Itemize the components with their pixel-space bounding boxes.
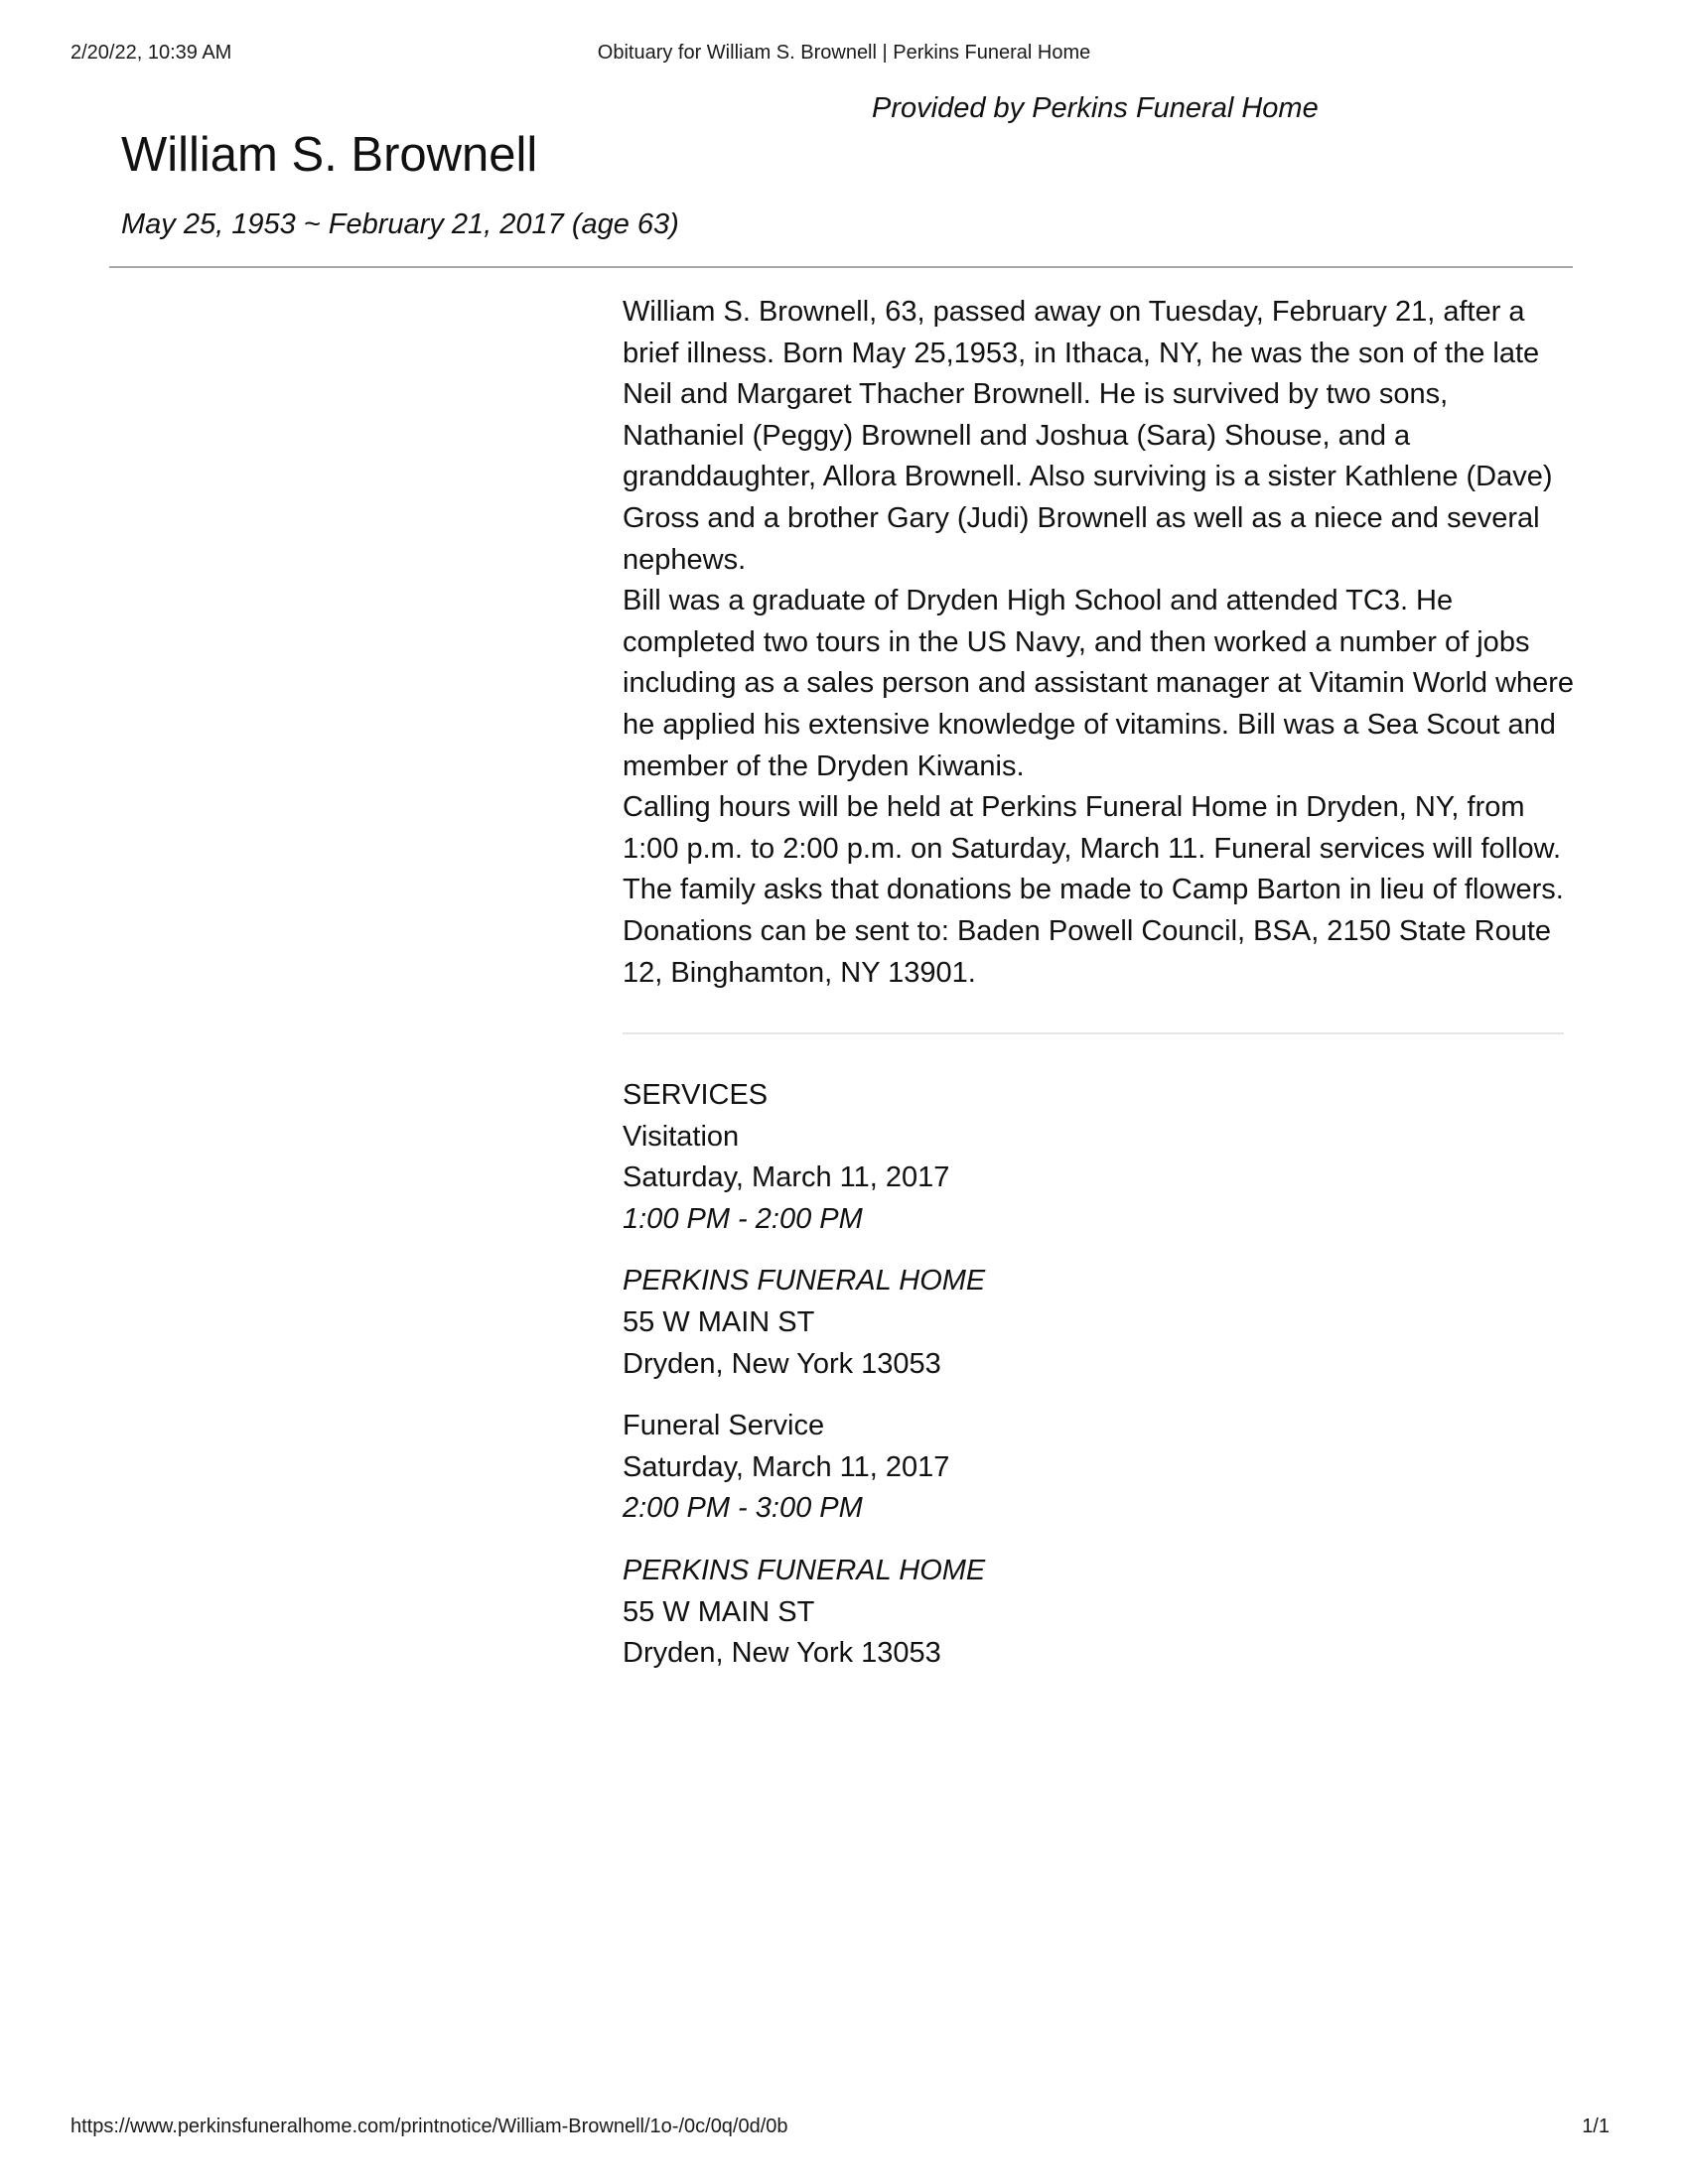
event-address: 55 W MAIN ST (623, 1595, 815, 1628)
event-date: Saturday, March 11, 2017 (623, 1161, 950, 1194)
spacer (623, 1385, 985, 1406)
provided-by-text: Provided by Perkins Funeral Home (872, 92, 1319, 124)
event-venue: PERKINS FUNERAL HOME (623, 1265, 986, 1297)
event-city: Dryden, New York 13053 (623, 1347, 941, 1380)
event-type: Visitation (623, 1120, 740, 1153)
spacer (623, 1530, 985, 1551)
deceased-name: William S. Brownell (121, 128, 538, 182)
event-time: 1:00 PM - 2:00 PM (623, 1202, 863, 1235)
obituary-paragraph: Bill was a graduate of Dryden High School and attended TC3. He completed two tours in the US Navy, and then worked a number of jobs including as a sales person and assistant manager at Vitamin World where he applied his extensive knowledge of vitamins. Bill was a Sea Scout and member of the Dryden Kiwanis. (623, 585, 1575, 782)
event-venue: PERKINS FUNERAL HOME (623, 1554, 986, 1586)
services-heading: SERVICES (623, 1079, 769, 1111)
spacer (623, 1240, 985, 1261)
event-type: Funeral Service (623, 1410, 825, 1442)
services-divider (623, 1032, 1564, 1034)
header-divider (109, 266, 1573, 268)
obituary-text (623, 292, 1576, 994)
event-time: 2:00 PM - 3:00 PM (623, 1492, 863, 1525)
print-url: https://www.perkinsfuneralhome.com/printnotice/William-Brownell/1o-/0c/0q/0d/0b (70, 2116, 788, 2137)
event-address: 55 W MAIN ST (623, 1305, 815, 1338)
page-number: 1/1 (1582, 2116, 1610, 2137)
print-page-title: Obituary for William S. Brownell | Perkins Funeral Home (597, 42, 1091, 64)
event-date: Saturday, March 11, 2017 (623, 1450, 950, 1483)
obituary-paragraph: Calling hours will be held at Perkins Funeral Home in Dryden, NY, from 1:00 p.m. to 2:00 p.m. on Saturday, March 11. Funeral services will follow. The family asks that donations be made to Camp Barton in lieu of flowers. Donations can be sent to: Baden Powell Council, BSA, 2150 State Route 12, Binghamton, NY 13901. (623, 791, 1564, 989)
print-datetime: 2/20/22, 10:39 AM (70, 42, 232, 64)
event-city: Dryden, New York 13053 (623, 1637, 941, 1670)
life-dates: May 25, 1953 ~ February 21, 2017 (age 63) (121, 208, 679, 240)
obituary-paragraph: William S. Brownell, 63, passed away on Tuesday, February 21, after a brief illness. Born May 25,1953, in Ithaca, NY, he was the son of the late Neil and Margaret Thacher Brownell. He is survived by two sons, Nathaniel (Peggy) Brownell and Joshua (Sara) Shouse, and a granddaughter, Allora Brownell. Also surviving is a sister Kathlene (Dave) Gross and a brother Gary (Judi) Brownell as well as a niece and several nephews. (623, 296, 1553, 576)
services-section (623, 1075, 985, 1675)
